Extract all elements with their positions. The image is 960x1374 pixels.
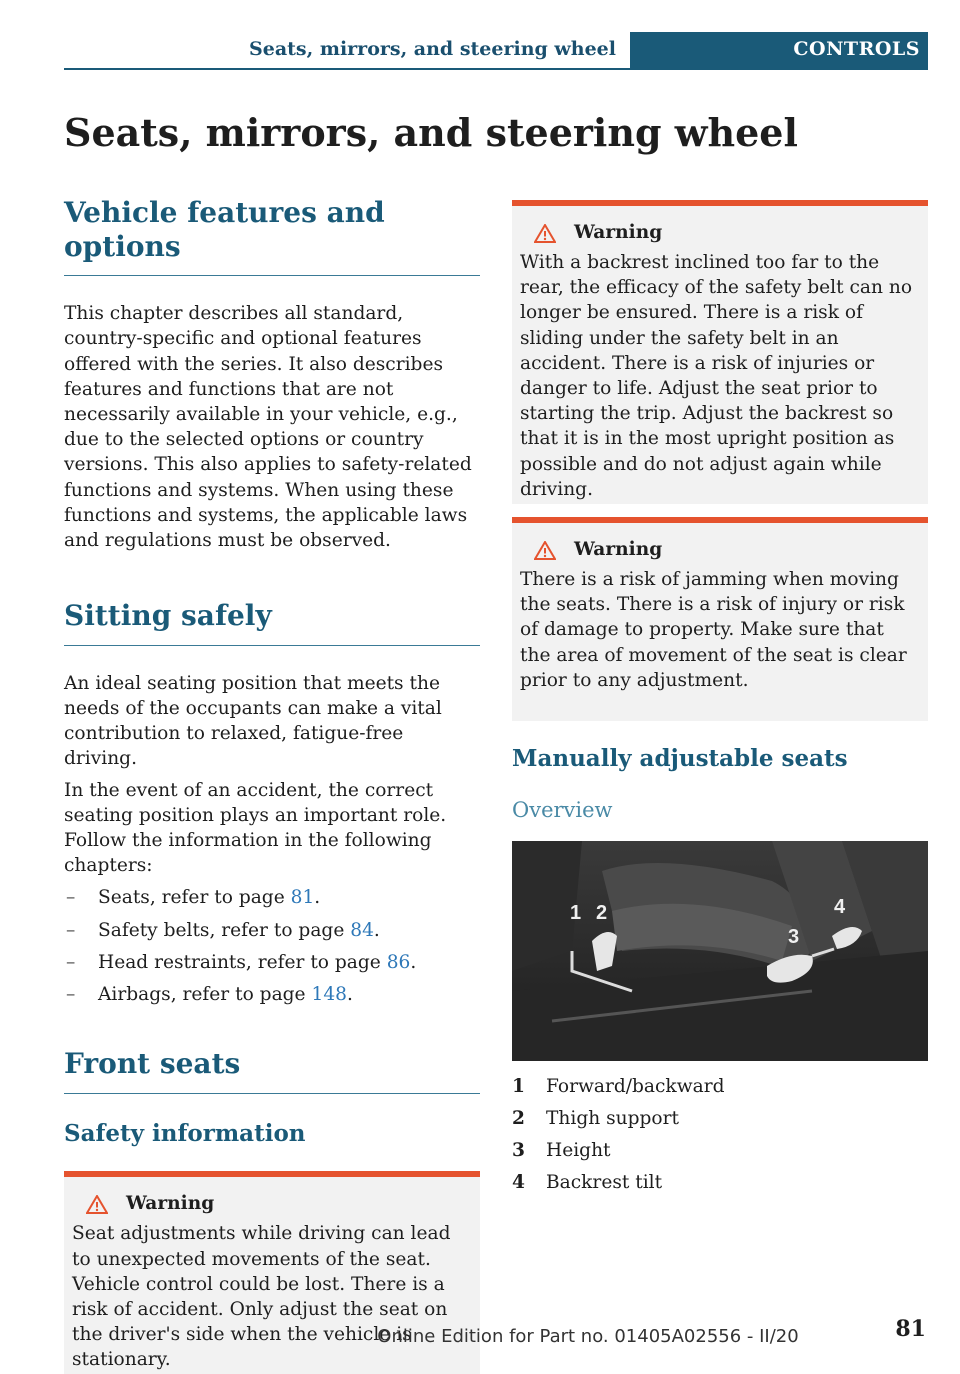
sitting-safely-para2: In the event of an accident, the correct seating position plays an important role. Follow the information in the following chapters:	[64, 779, 447, 877]
manual-seats-heading: Manually adjustable seats	[512, 745, 848, 772]
warning-title: Warning	[574, 539, 663, 560]
warning-header	[520, 537, 920, 563]
photo-label: 4	[834, 895, 846, 918]
photo-legend	[512, 1074, 928, 1195]
sitting-safely-heading: Sitting safely	[64, 599, 480, 646]
warning-triangle-icon	[86, 1195, 108, 1214]
page-link[interactable]: 148	[311, 984, 347, 1006]
legend-label: Thigh support	[546, 1107, 679, 1129]
list-dash: –	[66, 984, 76, 1006]
list-item-text: Seats, refer to page	[98, 887, 291, 909]
header-category-tab: CONTROLS	[630, 32, 928, 70]
warning-header	[72, 1191, 472, 1217]
legend-item	[512, 1106, 928, 1131]
legend-number: 1	[512, 1075, 525, 1097]
legend-number: 4	[512, 1171, 525, 1193]
legend-number: 3	[512, 1139, 525, 1161]
list-dash: –	[66, 951, 76, 973]
warning-body: Seat adjustments while driving can lead to unexpected movements of the seat. Vehicle control could be lost. There is a risk of accident. Only adjust the seat on the driver's side when the vehicle is stationary.	[72, 1223, 451, 1371]
vehicle-features-heading: Vehicle features and options	[64, 196, 480, 276]
warning-box	[512, 517, 928, 721]
front-seats-heading: Front seats	[64, 1047, 480, 1094]
list-item-text: Safety belts, refer to page	[98, 919, 351, 941]
photo-label: 1	[570, 901, 582, 924]
legend-label: Backrest tilt	[546, 1171, 663, 1193]
list-dash: –	[66, 919, 76, 941]
list-item: – Safety belts, refer to page 84.	[64, 918, 480, 943]
warning-title: Warning	[126, 1193, 215, 1215]
seat-illustration	[512, 841, 928, 1061]
seat-controls-photo	[512, 841, 928, 1061]
page-header	[64, 32, 928, 70]
vehicle-features-body: This chapter describes all standard, country-specific and optional features offered with the series. It also describes features and functions that are not necessarily available in your vehicle, e.g., due to the selected options or country versions. This also applies to safety-related functions and systems. When using these functions and systems, the applicable laws and regulations must be observed.	[64, 303, 472, 552]
legend-label: Forward/backward	[546, 1075, 725, 1097]
footer-edition: Online Edition for Part no. 01405A02556 - II/20	[377, 1326, 799, 1347]
photo-label: 3	[788, 925, 800, 948]
legend-number: 2	[512, 1107, 525, 1129]
list-item: – Head restraints, refer to page 86.	[64, 950, 480, 975]
warning-title: Warning	[574, 222, 663, 243]
warning-body: There is a risk of jamming when moving the seats. There is a risk of injury or risk of damage to property. Make sure that the area of movement of the seat is clear prior to any adjustment.	[520, 569, 907, 691]
legend-item	[512, 1138, 928, 1163]
warning-header	[520, 220, 920, 246]
page-link[interactable]: 81	[290, 887, 315, 909]
list-item-text: Head restraints, refer to page	[98, 951, 387, 973]
right-column	[512, 200, 928, 1202]
page-number: 81	[895, 1316, 926, 1342]
overview-heading: Overview	[512, 797, 613, 822]
list-dash: –	[66, 887, 76, 909]
list-item: – Airbags, refer to page 148.	[64, 982, 480, 1007]
list-item: – Seats, refer to page 81.	[64, 885, 480, 910]
legend-label: Height	[546, 1139, 611, 1161]
left-column	[64, 196, 480, 1374]
legend-item	[512, 1170, 928, 1195]
warning-triangle-icon	[534, 541, 556, 560]
header-section-title: Seats, mirrors, and steering wheel	[249, 38, 616, 60]
reference-list	[64, 885, 480, 1007]
photo-label: 2	[596, 901, 608, 924]
list-item-text: Airbags, refer to page	[98, 984, 312, 1006]
page-link[interactable]: 86	[386, 951, 411, 973]
safety-info-heading: Safety information	[64, 1119, 306, 1147]
page-title: Seats, mirrors, and steering wheel	[64, 110, 798, 155]
sitting-safely-para1: An ideal seating position that meets the needs of the occupants can make a vital contribution to relaxed, fatigue-free driving.	[64, 672, 442, 770]
warning-triangle-icon	[534, 224, 556, 243]
warning-body: With a backrest inclined too far to the rear, the efficacy of the safety belt can no longer be ensured. There is a risk of sliding under the safety belt in an accident. There is a risk of injuries or danger to life. Adjust the seat prior to starting the trip. Adjust the backrest so that it is in the most upright position as possible and do not adjust again while driving.	[520, 252, 913, 500]
page-link[interactable]: 84	[350, 919, 374, 941]
header-rule	[64, 68, 630, 70]
legend-item	[512, 1074, 928, 1099]
warning-box	[512, 200, 928, 504]
